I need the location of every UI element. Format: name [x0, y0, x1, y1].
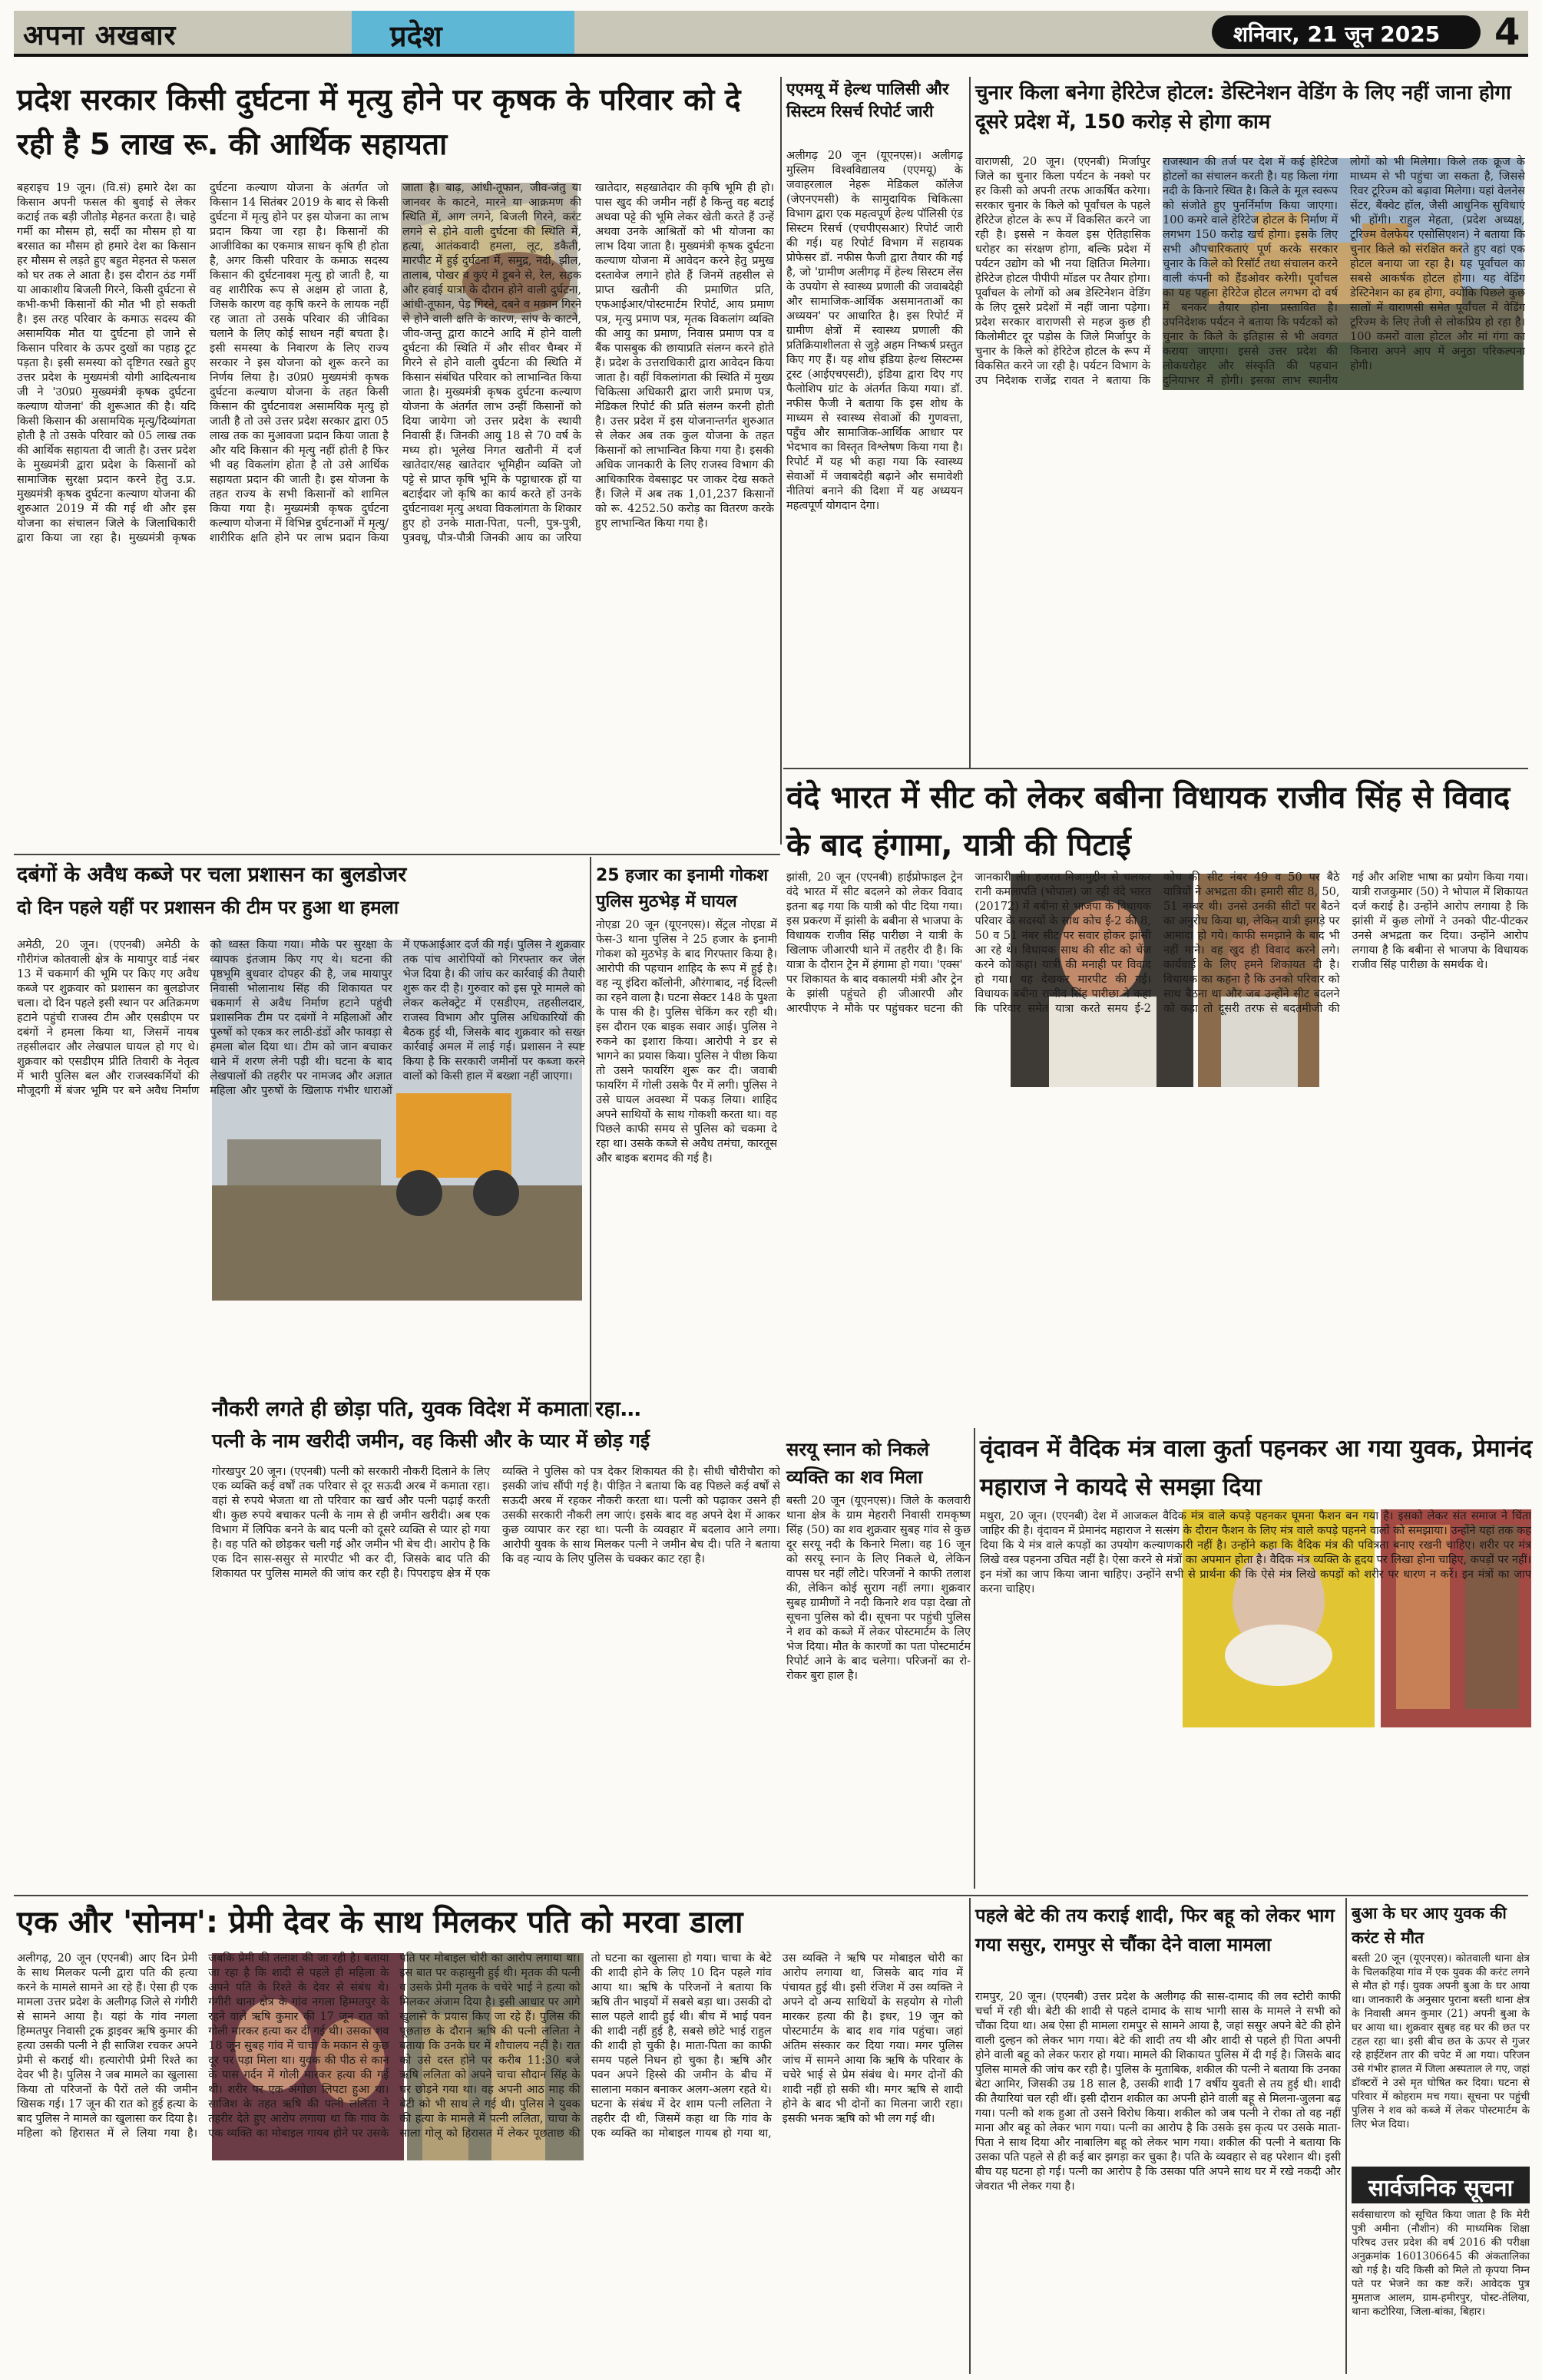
article7-headline: सरयू स्नान को निकले व्यक्ति का शव मिला — [786, 1439, 929, 1488]
section-label: प्रदेश — [352, 11, 574, 54]
article8-headline: नौकरी लगते ही छोड़ा पति, युवक विदेश में कमाता रहा… — [212, 1397, 641, 1421]
column-rule — [974, 1428, 975, 1889]
column-rule — [969, 1898, 971, 2374]
article6-body: नोएडा 20 जून (यूएनएस)। सेंट्रल नोएडा में फेस-3 थाना पुलिस ने 25 हजार के इनामी गोकश को मुठभेड़ के बाद गिरफ्तार किया है। आरोपी की पहचान शाहिद के रूप में हुई है। वह न्यू इंदिरा कॉलोनी, औरंगाबाद, नई दिल्ली का रहने वाला है। घटना सेक्टर 148 के पुश्ता के पास की है। पुलिस चेकिंग कर रही थी। इस दौरान एक बाइक सवार आई। पुलिस ने रुकने का इशारा किया। आरोपी ने डर से भागने का प्रयास किया। पुलिस ने पीछा किया तो उसने फायरिंग शुरू कर दी। जवाबी फायरिंग में गोली उसके पैर में लगी। पुलिस ने उसे घायल अवस्था में पकड़ लिया। शाहिद अपने साथियों के साथ गोकशी करता था। वह पिछले काफी समय से पुलिस को चकमा दे रहा था। उसके कब्जे से अवैध तमंचा, कारतूस और बाइक बरामद की गई है। — [596, 919, 777, 1165]
article12-body: बस्ती 20 जून (यूएनएस)। कोतवाली थाना क्षेत्र के चिलकहिया गांव में एक युवक की करंट लगने से मौत हो गई। युवक अपनी बुआ के घर आया था। जानकारी के अनुसार पुराना बस्ती थाना क्षेत्र के निवासी अमन कुमार (21) अपनी बुआ के घर आया था। शुक्रवार सुबह वह घर की छत पर टहल रहा था। इसी बीच छत के ऊपर से गुजर रहे हाईटेंशन तार की चपेट में आ गया। परिजन उसे गंभीर हालत में जिला अस्पताल ले गए, जहां डॉक्टरों ने उसे मृत घोषित कर दिया। घटना से परिवार में कोहराम मच गया। सूचना पर पहुंची पुलिस ने शव को कब्जे में लेकर पोस्टमार्टम के लिए भेज दिया। — [1352, 1952, 1530, 2130]
article5-headline: दबंगों के अवैध कब्जे पर चला प्रशासन का बुलडोजर — [17, 863, 407, 887]
article5-body: अमेठी, 20 जून। (एएनबी) अमेठी के गौरीगंज कोतवाली क्षेत्र के मायापुर वार्ड नंबर 13 में चकमार्ग की भूमि पर किए गए अवैध कब्जे पर शुक्रवार को प्रशासन का बुलडोजर चला। दो दिन पहले इसी स्थान पर अतिक्रमण हटाने पहुंची राजस्व टीम और एसडीएम पर दबंगों ने हमला किया था, जिसमें नायब तहसीलदार और लेखपाल घायल हो गए थे। शुक्रवार को एसडीएम प्रीति तिवारी के नेतृत्व में भारी पुलिस बल और राजस्वकर्मियों की मौजूदगी में बंजर भूमि पर बने अवैध निर्माण को ध्वस्त किया गया। मौके पर सुरक्षा के व्यापक इंतजाम किए गए थे। घटना की पृष्ठभूमि बुधवार दोपहर की है, जब मायापुर निवासी भोलानाथ सिंह की शिकायत पर चकमार्ग से अवैध निर्माण हटाने पहुंची प्रशासनिक टीम पर दबंगों ने महिलाओं और पुरुषों को एकत्र कर लाठी-डंडों और फावड़ा से हमला बोल दिया था। टीम को जान बचाकर थाने में शरण लेनी पड़ी थी। घटना के बाद लेखपालों की तहरीर पर नामजद और अज्ञात महिला और पुरुषों के खिलाफ गंभीर धाराओं में एफआईआर दर्ज की गई। पुलिस ने शुक्रवार तक पांच आरोपियों को गिरफ्तार कर जेल भेज दिया है। की जांच कर कार्रवाई की तैयारी शुरू कर दी है। गुरुवार को इस पूरे मामले को लेकर कलेक्ट्रेट में एसडीएम, तहसीलदार, राजस्व विभाग और पुलिस अधिकारियों की बैठक हुई थी, जिसके बाद शुक्रवार को सख्त कार्रवाई अमल में लाई गई। प्रशासन ने स्पष्ट किया है कि सरकारी जमीनों पर कब्जा करने वालों को किसी हाल में बख्शा नहीं जाएगा। — [17, 939, 585, 1097]
article8-body: गोरखपुर 20 जून। (एएनबी) पत्नी को सरकारी नौकरी दिलाने के लिए एक व्यक्ति कई वर्षों तक परिवार से दूर सऊदी अरब में कमाता रहा। वहां से रुपये भेजता था तो परिवार का खर्च और पत्नी पढ़ाई करती थी। कुछ रुपये बचाकर पत्नी के नाम से ही जमीन खरीदी। अब एक विभाग में लिपिक बनने के बाद पत्नी को दूसरे व्यक्ति से प्यार हो गया है। वह पति को छोड़कर चली गई और जमीन भी बेच दी। आरोप है कि एक दिन सास-ससुर से मारपीट भी कर दी, जिसके बाद पति की शिकायत पर पुलिस मामले की जांच कर रही है। पिपराइच क्षेत्र में एक व्यक्ति ने पुलिस को पत्र देकर शिकायत की है। सीधी चौरीचौरा को इसकी जांच सौंपी गई है। पीड़ित ने बताया कि वह पिछले कई वर्षों से सऊदी अरब में रहकर नौकरी करता था। पत्नी को पढ़ाकर उसने ही उसकी सरकारी नौकरी लग जाएं। इसके बाद वह अपने देश में आकर कुछ व्यापार कर रहा था। पत्नी के व्यवहार में बदलाव आने लगा। आरोपी युवक के साथ मिलकर पत्नी ने जमीन बेच दी। पति ने बताया कि वह न्याय के लिए पुलिस के चक्कर काट रहा है। — [212, 1466, 780, 1580]
article9-headline: वृंदावन में वैदिक मंत्र वाला कुर्ता पहनकर आ गया युवक, प्रेमानंद महाराज ने कायदे से समझा दिया — [980, 1435, 1533, 1501]
public-notice-body: सर्वसाधारण को सूचित किया जाता है कि मेरी पुत्री अमीना (नौशीन) की माध्यमिक शिक्षा परिषद उत्तर प्रदेश की वर्ष 2016 की परीक्षा अनुक्रमांक 1601306645 की अंकतालिका खो गई है। यदि किसी को मिले तो कृपया निम्न पते पर भेजने का कष्ट करें। आवेदक पुत्र मुमताज आलम, ग्राम-हमीरपुर, पोस्ट-तेलिया, थाना कटोरिया, जिला-बांका, बिहार। — [1352, 2209, 1530, 2318]
article9-body: मथुरा, 20 जून। (एएनबी) देश में आजकल वैदिक मंत्र वाले कपड़े पहनकर घूमना फैशन बन गया है। इसको लेकर संत समाज ने चिंता जाहिर की है। वृंदावन में प्रेमानंद महाराज ने सत्संग के दौरान फैशन के लिए मंत्र वाले कपड़े पहनने वालों को समझाया। उन्होंने यहां तक कह दिया कि ये मंत्र वाले कपड़ों का उपयोग कल्याणकारी नहीं है। उन्होंने कहा कि वैदिक मंत्र की पवित्रता बनाए रखनी चाहिए। शरीर पर मंत्र लिखे वस्त्र पहनना उचित नहीं है। ऐसा करने से मंत्रों का अपमान होता है। वैदिक मंत्र व्यक्ति के हृदय पर लिखा होना चाहिए, कपड़ों पर नहीं। इन मंत्रों का जाप किया जाना चाहिए। उन्होंने सभी से प्रार्थना की कि ऐसे मंत्र लिखे कपड़ों को शरीर पर धारण न करें। इन मंत्रों का जाप करना चाहिए। — [980, 1510, 1531, 1595]
public-notice-heading: सार्वजनिक सूचना — [1352, 2167, 1530, 2203]
article10-headline: एक और 'सोनम': प्रेमी देवर के साथ मिलकर पति को मरवा डाला — [17, 1905, 743, 1940]
article10-body: अलीगढ़, 20 जून (एएनबी) आए दिन प्रेमी के साथ मिलकर पत्नी द्वारा पति की हत्या करने के मामले सामने आ रहे हैं। ऐसा ही एक मामला उत्तर प्रदेश के अलीगढ़ जिले से गंगीरी से सामने आया है। यहां के गांव नगला हिम्मतपुर निवासी ट्रक ड्राइवर ऋषि कुमार की हत्या उसकी पत्नी ने ही साजिश रचकर अपने प्रेमी से कराई थी। हत्यारोपी प्रेमी रिश्ते का देवर भी है। पुलिस ने जब मामले का खुलासा किया तो परिजनों के पैरों तले की जमीन खिसक गई। 17 जून की रात को हुई हत्या के बाद पुलिस ने मामले का खुलासा कर दिया है। महिला को हिरासत में ले लिया गया है। जबकि प्रेमी की तलाश की जा रही है। बताया जा रहा है कि शादी से पहले ही महिला के अपने पति के रिश्ते के देवर से संबंध थे। गंगीरी थाना क्षेत्र के गांव नगला हिम्मतपुर के रहने वाले ऋषि कुमार की 17 जून रात को गोली मारकर हत्या कर दी गई थी। उसका शव 18 जून सुबह गांव में चाचा के मकान से कुछ दूर पर पड़ा मिला था। युवक की पीठ से कान के पास गर्दन में गोली मारकर हत्या की गई थी। शरीर पर एक अंगोछा लिपटा हुआ था। साजिश के तहत ऋषि की पत्नी ललिता ने तहरीर देते हुए आरोप लगाया था कि गांव के एक व्यक्ति का मोबाइल गायब होने पर उसके पति पर मोबाइल चोरी का आरोप लगाया था। इस बात पर कहासुनी हुई थी। मृतक की पत्नी व उसके प्रेमी मृतक के चचेरे भाई ने हत्या को मिलकर अंजाम दिया है। इसी आधार पर आगे खुलासे के प्रयास किए जा रहे हैं। पुलिस की पूछताछ के दौरान ऋषि की पत्नी ललिता ने बताया कि उनके घर में शौचालय नहीं है। रात को उसे दस्त होने पर करीब 11:30 बजे ऋषि ललिता को अपने चाचा सौदान सिंह के घर छोड़ने गया था। वह अपनी आठ माह की बेटी को भी साथ ले गई थी। पुलिस ने युवक की हत्या के मामले में पत्नी ललिता, चाचा के साला गोलू को हिरासत में लेकर पूछताछ की तो घटना का खुलासा हो गया। चाचा के बेटे की शादी होने के लिए 10 दिन पहले गांव आया था। ऋषि के परिजनों ने बताया कि ऋषि तीन भाइयों में सबसे बड़ा था। उसकी दो साल पहले शादी हुई थी। बीच में भाई पवन की शादी नहीं हुई है, सबसे छोटे भाई राहुल की शादी हो चुकी है। माता-पिता का काफी समय पहले निधन हो चुका है। ऋषि और पवन अपने हिस्से की जमीन के बीच में सालाना मकान बनाकर अलग-अलग रहते थे। घटना के संबंध में देर शाम पत्नी ललिता ने तहरीर दी थी, जिसमें कहा था कि गांव के एक व्यक्ति का मोबाइल गायब हो गया था, उस व्यक्ति ने ऋषि पर मोबाइल चोरी का आरोप लगाया था, जिसके बाद गांव में पंचायत हुई थी। इसी रंजिश में उस व्यक्ति ने अपने दो अन्य साथियों के सहयोग से गोली मारकर हत्या की है। इधर, 19 जून को पोस्टमार्टम के बाद शव गांव पहुंचा। जहां अंतिम संस्कार कर दिया गया। मगर पुलिस जांच में सामने आया कि ऋषि के परिवार के चचेरे भाई से प्रेम संबंध थे। मगर दोनों की शादी नहीं हो सकी थी। मगर ऋषि से शादी होने के बाद भी दोनों का मिलना जारी रहा। इसकी भनक ऋषि को भी लग गई थी। — [17, 1952, 963, 2140]
column-rule — [780, 77, 782, 845]
article2-body: अलीगढ़ 20 जून (यूएनएस)। अलीगढ़ मुस्लिम विश्वविद्यालय (एएमयू) के जवाहरलाल नेहरू मेडिकल कॉलेज (जेएनएमसी) के सामुदायिक चिकित्सा विभाग द्वारा एक महत्वपूर्ण हेल्थ पॉलिसी एंड सिस्टम रिसर्च (एचपीएसआर) रिपोर्ट जारी की गई। यह रिपोर्ट विभाग में सहायक प्रोफेसर डॉ. नफीस फैजी द्वारा तैयार की गई है, जो 'ग्रामीण अलीगढ़ में हेल्थ सिस्टम लेंस के उपयोग से स्वास्थ्य प्रणाली की जवाबदेही और सामाजिक-आर्थिक असमानताओं का अध्ययन' पर आधारित है। इस रिपोर्ट में ग्रामीण क्षेत्रों में स्वास्थ्य प्रणाली की प्रतिक्रियाशीलता से जुड़े अहम निष्कर्ष प्रस्तुत किए गए हैं। यह शोध इंडिया हेल्थ सिस्टम्स ट्रस्ट (आईएचएसटी), इंडिया द्वारा दिए गए फैलोशिप ग्रांट के अंतर्गत किया गया। डॉ. नफीस फैजी ने बताया कि इस शोध के माध्यम से स्वास्थ्य सेवाओं की गुणवत्ता, पहुँच और सामाजिक-आर्थिक आधार पर भेदभाव का विस्तृत विश्लेषण किया गया है। रिपोर्ट में यह भी कहा गया कि स्वास्थ्य सेवाओं में जवाबदेही बढ़ाने और समावेशी नीतियां बनाने की दिशा में यह अध्ययन महत्वपूर्ण योगदान देगा। — [786, 150, 963, 512]
page-number: 4 — [1494, 11, 1520, 54]
masthead — [14, 11, 1528, 57]
article6-headline: 25 हजार का इनामी गोकश पुलिस मुठभेड़ में घायल — [596, 866, 769, 911]
section-rule — [14, 1895, 1528, 1896]
article1-headline: प्रदेश सरकार किसी दुर्घटना में मृत्यु होने पर कृषक के परिवार को दे रही है 5 लाख रू. की आर्थिक सहायता — [17, 83, 741, 162]
column-rule — [969, 77, 971, 768]
article2-headline: एएमयू में हेल्थ पालिसी और सिस्टम रिसर्च रिपोर्ट जारी — [786, 80, 949, 121]
article5-subhead: दो दिन पहले यहीं पर प्रशासन की टीम पर हुआ था हमला — [17, 897, 399, 918]
article11-body: रामपुर, 20 जून। (एएनबी) उत्तर प्रदेश के अलीगढ़ की सास-दामाद की लव स्टोरी काफी चर्चा में रही थी। बेटी की शादी से पहले दामाद के साथ भागी सास के मामले ने सभी को चौंका दिया था। अब ऐसा ही मामला रामपुर से सामने आया है, जहां ससुर अपने बेटे की होने वाली दुल्हन को लेकर भाग गया। बेटे की शादी तय थी और शादी से पहले ही पिता अपनी होने वाली बहू को लेकर फरार हो गया। मामले की शिकायत पुलिस में दी गई है। जिसके बाद पुलिस मामले की जांच कर रही है। पुलिस के मुताबिक, शकील की पत्नी ने बताया कि उनका बेटा आमिर, जिसकी उम्र 18 साल है, उसकी शादी 17 वर्षीय युवती से तय हुई थी। शादी की तैयारियां चल रही थीं। इसी दौरान शकील का अपनी होने वाली बहू से मिलना-जुलना बढ़ गया। पत्नी को शक हुआ तो उसने विरोध किया। शकील को जब पत्नी ने रोका तो वह नहीं माना और बहू को लेकर भाग गया। पत्नी का आरोप है कि उसके इस कृत्य पर उसके माता-पिता ने साथ दिया और नाबालिग बहू को लेकर भाग गया। शकील की पत्नी ने बताया कि उसका पति पहले से ही कई बार झगड़ा कर चुका है। पति के व्यवहार से वह परेशान थी। इसी बीच यह घटना हो गई। पत्नी का आरोप है कि उसका पति अपने साथ घर में रखे नकदी और जेवरात भी लेकर गया है। — [975, 1991, 1341, 2193]
column-rule — [590, 857, 591, 1417]
article3-headline: चुनार किला बनेगा हेरिटेज होटल: डेस्टिनेशन वेडिंग के लिए नहीं जाना होगा दूसरे प्रदेश में, 150 करोड़ से होगा काम — [975, 81, 1511, 134]
article4-headline: वंदे भारत में सीट को लेकर बबीना विधायक राजीव सिंह से विवाद के बाद हंगामा, यात्री की पिटाई — [786, 780, 1511, 863]
brand-title: अपना अखबार — [23, 20, 177, 51]
article8-subhead: पत्नी के नाम खरीदी जमीन, वह किसी और के प्यार में छोड़ गई — [212, 1430, 650, 1452]
section-rule — [14, 854, 780, 855]
article1-body: बहराइच 19 जून। (वि.सं) हमारे देश का किसान अपनी फसल की बुवाई से लेकर कटाई तक बड़ी जीतोड़ मेहनत करता है। चाहे गर्मी का मौसम हो, सर्दी का मौसम हो या बरसात का मौसम हो हमारे देश का किसान हर मौसम से लड़ते हुए बहुत मेहनत से फसल को घर तक ले आता है। इस दौरान ठंड गर्मी या आकाशीय बिजली गिरने, किसी दुर्घटना से कभी-कभी किसानों की मौत भी हो सकती है। इस तरह परिवार के कमाऊ सदस्य की असामयिक मौत या दुर्घटना हो जाने से किसान परिवार के ऊपर दुखों का पहाड़ टूट पड़ता है। इसी समस्या को दृष्टिगत रखते हुए उत्तर प्रदेश के मुख्यमंत्री योगी आदित्यनाथ जी ने 'उ0प्र0 मुख्यमंत्री कृषक दुर्घटना कल्याण योजना' की शुरूआत की है। यदि किसी किसान की असामयिक मृत्यु/दिव्यांगता होती है तो उसके परिवार को 05 लाख तक की आर्थिक सहायता दी जाती है। उत्तर प्रदेश के मुख्यमंत्री द्वारा प्रदेश के किसानों को सामाजिक सुरक्षा प्रदान करने हेतु उ.प्र. मुख्यमंत्री कृषक दुर्घटना कल्याण योजना की शुरुआत 2019 में की गई थी और इस योजना का संचालन जिले के जिलाधिकारी द्वारा किया जा रहा है। मुख्यमंत्री कृषक दुर्घटना कल्याण योजना के अंतर्गत जो किसान 14 सितंबर 2019 के बाद से किसी दुर्घटना में मृत्यु होने पर इस योजना का लाभ प्रदान किया जा रहा है। किसानों की आजीविका का एकमात्र साधन कृषि ही होता है, अगर किसी परिवार के कमाऊ सदस्य किसान की दुर्घटनावश मृत्यु हो जाती है, या वह शारीरिक रूप से अक्षम हो जाता है, जिसके कारण वह कृषि करने के लायक नहीं रह जाता तो उसके परिवार की जीविका चलाने के लिए कोई साधन नहीं बचता है। इसी समस्या के निवारण के लिए राज्य सरकार ने इस योजना को शुरू करने का निर्णय लिया है। उ0प्र0 मुख्यमंत्री कृषक दुर्घटना कल्याण योजना के तहत किसी किसान की दुर्घटनावश असामयिक मृत्यु हो जाती है तो उसे उत्तर प्रदेश सरकार द्वारा 05 लाख तक का मुआवजा प्रदान किया जाता है और यदि किसान की मृत्यु नहीं होती है फिर भी वह विकलांग होता है तो उसे आर्थिक सहायता प्रदान की जाती है। इस योजना के तहत राज्य के सभी किसानों को शामिल किया गया है। मुख्यमंत्री कृषक दुर्घटना कल्याण योजना में विभिन्न दुर्घटनाओं में मृत्यु/शारीरिक क्षति होने पर लाभ प्रदान किया जाता है। बाढ़, आंधी-तूफान, जीव-जंतु या जानवर के काटने, मारने या आक्रमण की स्थिति में, आग लगने, बिजली गिरने, करंट लगने से होने वाली दुर्घटना की स्थिति में, हत्या, आतंकवादी हमला, लूट, डकैती, मारपीट में हुई दुर्घटना में, समुद्र, नदी, झील, तालाब, पोखर व कुएं में डूबने से, रेल, सड़क और हवाई यात्रा के दौरान होने वाली दुर्घटना, आंधी-तूफान, पेड़ गिरने, दबने व मकान गिरने से होने वाली क्षति के कारण, सांप के काटने, जीव-जन्तु द्वारा काटने आदि में होने वाली दुर्घटना की स्थिति में और सीवर चैम्बर में गिरने से होने वाली दुर्घटना की स्थिति में किसान संबंधित परिवार को लाभान्वित किया जाता है। मुख्यमंत्री कृषक दुर्घटना कल्याण योजना के अंतर्गत लाभ उन्हीं किसानों को दिया जायेगा जो उत्तर प्रदेश के स्थायी निवासी हैं। जिनकी आयु 18 से 70 वर्ष के मध्य हो। भूलेख निगत खतौनी में दर्ज खातेदार/सह खातेदार भूमिहीन व्यक्ति जो पट्टे से प्राप्त कृषि भूमि के पट्टाधारक हों या बटाईदार जो कृषि का कार्य करते हों उनके दुर्घटनावश मृत्यु अथवा विकलांगता के शिकार हुए हो उनके माता-पिता, पत्नी, पुत्र-पुत्री, पुत्रवधू, पौत्र-पौत्री जिनकी आय का जरिया खातेदार, सहखातेदार की कृषि भूमि ही हो। पास खुद की जमीन नहीं है किन्तु वह बटाई अथवा पट्टे की भूमि लेकर खेती करते हैं उन्हें अथवा उनके आश्रितों को भी योजना का लाभ दिया जाता है। मुख्यमंत्री कृषक दुर्घटना कल्याण योजना में आवेदन करने हेतु प्रमुख दस्तावेज लगाने होते हैं जिनमें तहसील से प्राप्त खतौनी की प्रमाणित प्रति, एफआईआर/पोस्टमार्टम रिपोर्ट, आय प्रमाण पत्र, मृत्यु प्रमाण पत्र, मृतक विकलांग व्यक्ति की आयु का प्रमाण, निवास प्रमाण पत्र व बैंक पासबुक की छायाप्रति संलग्न करने होते हैं। प्रदेश के उत्तराधिकारी द्वारा आवेदन किया जाता है। वहीं विकलांगता की स्थिति में मुख्य चिकित्सा अधिकारी द्वारा जारी प्रमाण पत्र, मेडिकल रिपोर्ट की प्रति संलग्न करनी होती है। उत्तर प्रदेश में इस योजनान्तर्गत शुरुआत से लेकर अब तक कुल योजना के तहत किसानों को लाभान्वित किया गया है। इसकी अधिक जानकारी के लिए राजस्व विभाग की आधिकारिक वेबसाइट पर जाकर देख सकते हैं। जिले में अब तक 1,01,237 किसानों को रू. 4252.50 करोड़ का वितरण करके हुए लाभान्वित किया गया है। — [17, 182, 774, 544]
article3-body: वाराणसी, 20 जून। (एएनबी) मिर्जापुर जिले का चुनार किला पर्यटन के नक्शे पर हर किसी को अपनी तरफ आकर्षित करेगा। सरकार चुनार के किले को पूर्वांचल के पहले हेरिटेज होटल के रूप में विकसित करने जा रही है। इससे न केवल इस ऐतिहासिक धरोहर का संरक्षण होगा, बल्कि प्रदेश में पर्यटन उद्योग को भी नया क्षितिज मिलेगा। हेरिटेज होटल पीपीपी मॉडल पर तैयार होगा। पूर्वांचल के लोगों को अब डेस्टिनेशन वेडिंग के लिए दूसरे प्रदेशों में नहीं जाना पड़ेगा। प्रदेश सरकार वाराणसी से महज कुछ ही किलोमीटर दूर पड़ोस के जिले मिर्जापुर के चुनार के किले को हेरिटेज होटल के रूप में विकसित करने जा रही है। पर्यटन विभाग के उप निदेशक राजेंद्र रावत ने बताया कि राजस्थान की तर्ज पर देश में कई हेरिटेज होटलों का संचालन करती है। यह किला गंगा नदी के किनारे स्थित है। किले के मूल स्वरूप को संजोते हुए पुनर्निर्माण किया जाएगा। 100 कमरे वाले हेरिटेज होटल के निर्माण में लगभग 150 करोड़ खर्च होगा। इसके लिए सभी औपचारिकताएं पूर्ण करके सरकार चुनार के किले को रिसॉर्ट तथा संचालन करने वाली कंपनी को हैंडओवर करेगी। पूर्वांचल का यह पहला हेरिटेज होटल लगभग दो वर्ष में बनकर तैयार होना प्रस्तावित है। उपनिदेशक पर्यटन ने बताया कि पर्यटकों को चुनार के किले के इतिहास से भी अवगत कराया जाएगा। इससे उत्तर प्रदेश की लोकधरोहर और संस्कृति की पहचान दुनियाभर में होगी। इसका लाभ स्थानीय लोगों को भी मिलेगा। किले तक क्रूज के माध्यम से भी पहुंचा जा सकता है, जिससे रिवर टूरिज्म को बढ़ावा मिलेगा। यहां वेलनेस सेंटर, बैंक्वेट हॉल, जैसी आधुनिक सुविधाएं भी होंगी। राहुल मेहता, (प्रदेश अध्यक्ष, टूरिज्म वेलफेयर एसोसिएशन) ने बताया कि चुनार किले को संरक्षित करते हुए वहां एक होटल बनाया जा रहा है। यह पूर्वांचल का सबसे आकर्षक होटल होगा। यह वेडिंग डेस्टिनेशन का हब होगा, क्योंकि पिछले कुछ सालों में वाराणसी समेत पूर्वांचल में वेडिंग टूरिज्म के लिए तेजी से लोकप्रिय हो रहा है। 100 कमरों वाला होटल और मां गंगा का किनारा अपने आप में अनुठा परिकल्पना होगी। — [975, 156, 1525, 387]
article7-body: बस्ती 20 जून (यूएनएस)। जिले के कलवारी थाना क्षेत्र के ग्राम मेहरारी निवासी रामकृष्ण सिंह (50) का शव शुक्रवार सुबह गांव से कुछ दूर सरयू नदी के किनारे मिला। वह 16 जून को सरयू स्नान के लिए निकले थे, लेकिन वापस घर नहीं लौटे। परिजनों ने काफी तलाश की, लेकिन कोई सुराग नहीं लगा। शुक्रवार सुबह ग्रामीणों ने नदी किनारे शव पड़ा देखा तो सूचना पुलिस को दी। सूचना पर पहुंची पुलिस ने शव को कब्जे में लेकर पोस्टमार्टम के लिए भेज दिया। मौत के कारणों का पता पोस्टमार्टम रिपोर्ट आने के बाद चलेगा। परिजनों का रो-रोकर बुरा हाल है। — [786, 1495, 971, 1682]
article11-headline: पहले बेटे की तय कराई शादी, फिर बहू को लेकर भाग गया ससुर, रामपुर से चौंका देने वाला मामला — [975, 1905, 1335, 1955]
article4-body: झांसी, 20 जून (एएनबी) हाईप्रोफाइल ट्रेन वंदे भारत में सीट बदलने को लेकर विवाद इतना बढ़ गया कि यात्री को पीट दिया गया। इस प्रकरण में झांसी के बबीना से भाजपा के विधायक राजीव सिंह पारीछा ने यात्री के खिलाफ जीआरपी थाने में तहरीर दी है। कि यात्रा के दौरान ट्रेन में हंगामा हो गया। 'एक्स' पर शिकायत के बाद वकालयी मंत्री और ट्रेन के झांसी पहुंचते ही जीआरपी और आरपीएफ ने मौके पर पहुंचकर घटना की जानकारी ली। हजरत निजामुद्दीन से चलकर रानी कमलापति (भोपाल) जा रही वंदे भारत (20172) में बबीना से भाजपा के विधायक परिवार के सदस्यों के साथ कोच ई-2 की 8, 50 व 51 नंबर सीट पर सवार होकर झांसी आ रहे थे। विधायक साथ की सीट को चेंज करने को कहा। यात्री की मनाही पर विवाद हो गया। यह देखकर मारपीट की गई। विधायक बबीना राजीव सिंह पारीछा ने कहा कि परिवार समेत यात्रा करते समय ई-2 कोच की सीट नंबर 49 व 50 पर बैठे यात्रियों ने अभद्रता की। हमारी सीट 8, 50, 51 नम्बर थी। उनसे उनकी सीटों पर बैठने का अनुरोध किया था, लेकिन यात्री झगड़े पर आमादा हो गये। काफी समझाने के बाद भी नहीं माने। वह खुद ही विवाद करने लगे। कार्यवाई के लिए हमने शिकायत दी है। विधायक का कहना है कि उनको परिवार को साथ बैठना था और जब उन्होंने सीट बदलने को कहा तो दूसरी तरफ से बदतमीजी की गई और अशिष्ट भाषा का प्रयोग किया गया। यात्री राजकुमार (50) ने भोपाल में शिकायत दर्ज कराई है। उन्होंने आरोप लगाया है कि झांसी में कुछ लोगों ने उनको पीट-पीटकर उनसे अभद्रता कर दिया। उन्होंने आरोप लगाया है कि बबीना से भाजपा के विधायक राजीव सिंह पारीछा के समर्थक थे। — [786, 871, 1528, 1015]
section-rule — [783, 768, 1528, 769]
date-label: शनिवार, 21 जून 2025 — [1212, 15, 1481, 49]
article12-headline: बुआ के घर आए युवक की करंट से मौत — [1352, 1904, 1507, 1947]
column-rule — [1345, 1898, 1347, 2374]
